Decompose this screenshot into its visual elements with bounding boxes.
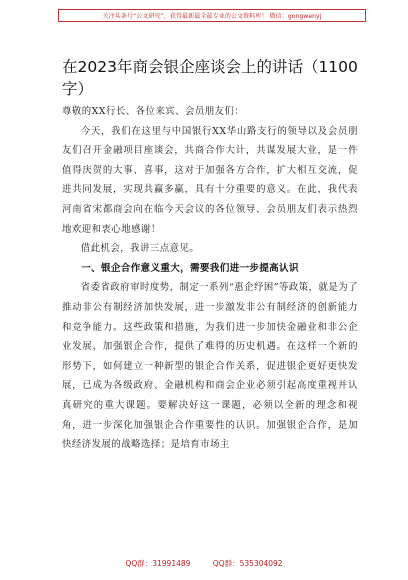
paragraph: 今天，我们在这里与中国银行XX华山路支行的领导以及会员朋友们召开金融项目座谈会，共商合作大计，共谋发展大业，是一件值得庆贺的大事、喜事，这对于加强各方合作，扩大相互交流，促进共同发展，实现共赢多赢，具有十分重要的意义。在此，我代表河南省宋都商会向在临今天会议的各位领导、会员朋友们表示热烈地欢迎和衷心地感谢！ — [62, 125, 358, 235]
paragraph: 借此机会，我讲三点意见。 — [80, 243, 200, 255]
section-heading: 一、银企合作意义重大，需要我们进一步提高认识 — [81, 262, 299, 274]
header-banner — [58, 9, 366, 22]
footer — [0, 558, 408, 569]
footer-qq-group-2: QQ群：535304092 — [212, 559, 283, 568]
paragraph: 省委省政府审时度势，制定一系列“惠企纾困”等政策，就是为了推动非公有制经济加快发展，进一步激发非公有制经济的创新能力和竞争能力。这些政策和措施，为我们进一步加快金融业和非公企业发展，加强银企合作，提供了难得的历史机遇。在这样一个新的形势下，如何建立一种新型的银企合作关系，促进银企更好更快发展，已成为各级政府、金融机构和商会企业必须引起高度重视并认真研究的重大课题。要解决好这一课题，必须以全新的理念和视角，进一步深化加强银企合作重要性的认识。加强银企合作，是加快经济发展的战略选择；是培育市场主 — [62, 282, 359, 451]
document-body — [62, 102, 358, 455]
header-banner-text: 关注头条号“公文研究”，获得最新最全最专业的公文资料库！ 微信：gongwenyj — [102, 13, 322, 20]
salutation: 尊敬的XX行长、各位来宾、会员朋友们： — [62, 106, 245, 117]
document-title: 在2023年商会银企座谈会上的讲话（1100字） — [62, 58, 358, 98]
footer-qq-group-1: QQ群：31991489 — [125, 559, 191, 568]
